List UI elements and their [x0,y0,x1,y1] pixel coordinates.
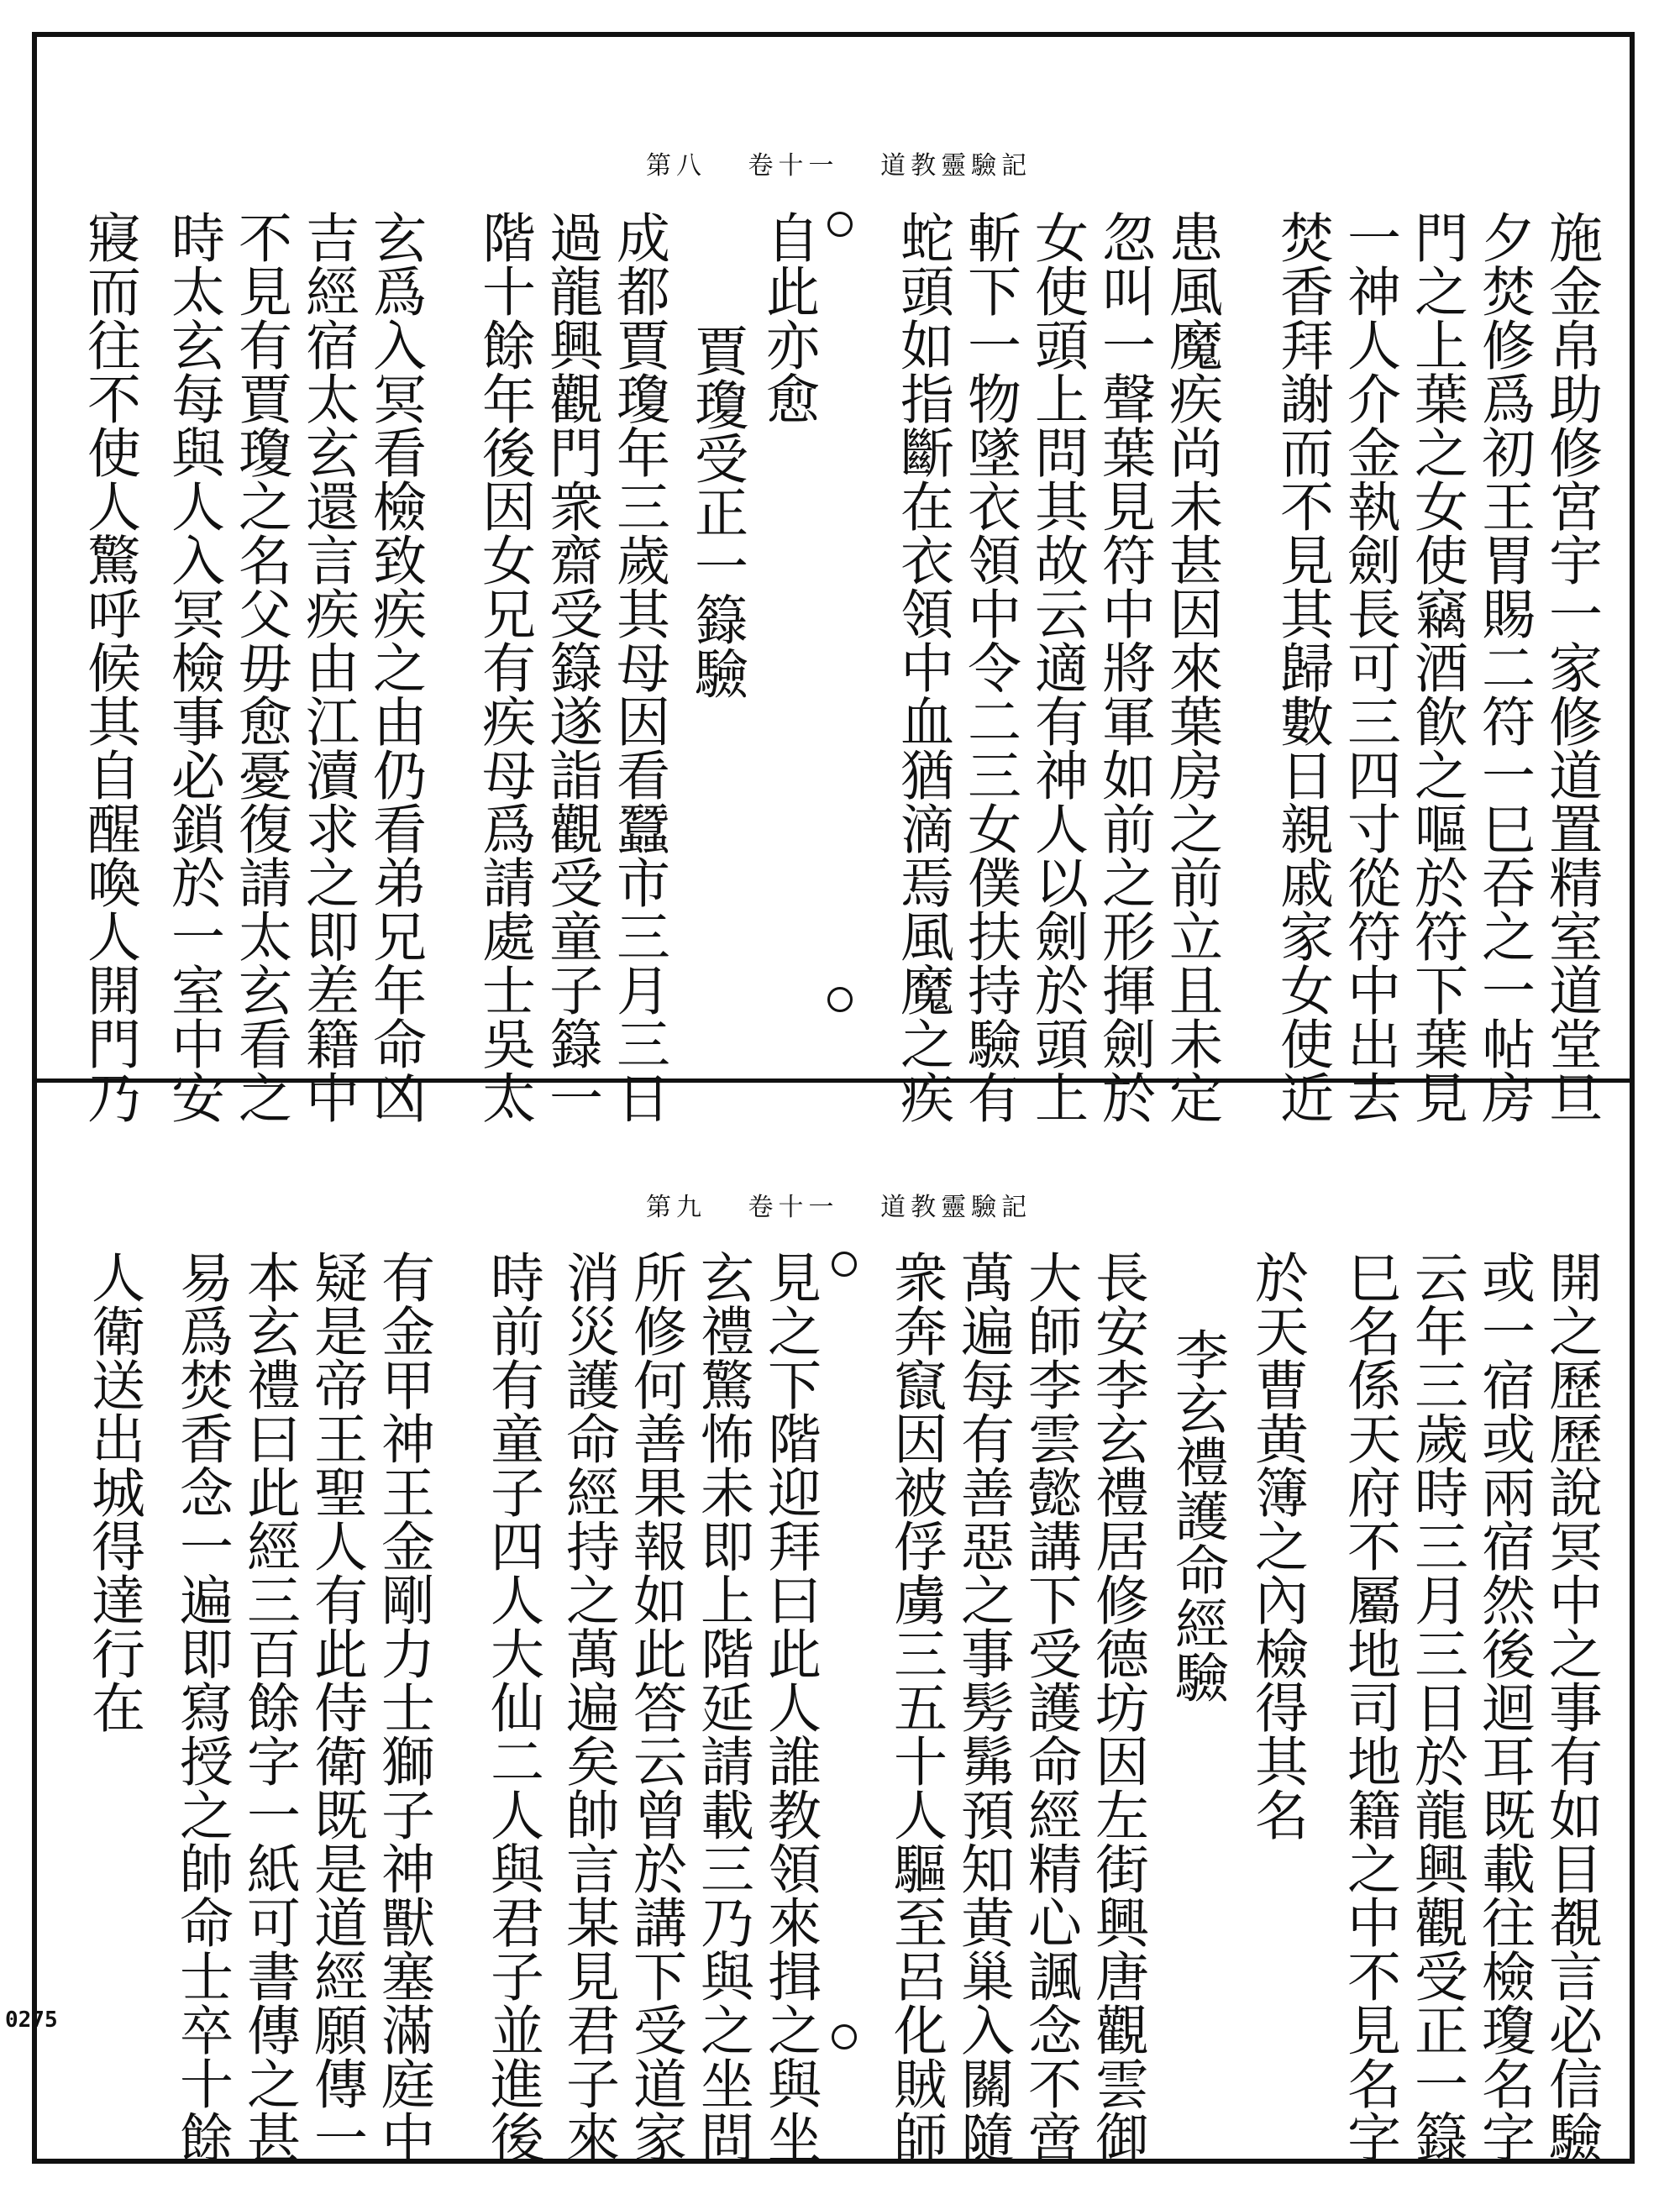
text-column: 忽叫一聲葉見符中將軍如前之形揮劍於 [1093,210,1155,1124]
text-column: 蛇頭如指斷在衣領中血猶滴焉風魔之疾 [891,210,953,1124]
text-column: 本玄禮曰此經三百餘字一紙可書傳之甚 [238,1250,300,2164]
top-header-volume: 卷十一 [748,151,839,181]
text-column: 衆奔竄因被俘虜三五十人驅至呂化賊師 [885,1250,947,2164]
text-column: 消災護命經持之萬遍矣帥言某見君子來 [557,1250,619,2164]
text-column: 門之上葉之女使竊酒飮之嘔於符下葉見 [1405,210,1467,1124]
bottom-header-title: 道教靈驗記 [880,1193,1032,1222]
text-column: 易爲焚香念一遍即寫授之帥命士卒十餘 [171,1250,233,2164]
text-column: 過龍興觀門衆齋受籙遂詣觀受童子籙一 [540,210,602,1124]
text-column: 成都賈瓊年三歲其母因看蠶市三月三日 [607,210,669,1124]
text-column: 自此亦愈 [757,210,819,425]
text-column: 女使頭上問其故云適有神人以劍於頭上 [1026,210,1088,1124]
text-column: 或一宿或兩宿然後迴耳既載往檢瓊名字 [1473,1250,1535,2164]
text-column: 玄爲入冥看檢致疾之由仍看弟兄年命凶 [364,210,426,1124]
top-running-header [617,144,1032,181]
text-column: 云年三歲時三月三日於龍興觀受正一籙 [1405,1250,1467,2164]
text-column: 萬遍每有善惡之事髣髴預知黄巢入關隨 [952,1250,1014,2164]
text-column: 玄禮驚怖未即上階延請載三乃與之坐問 [691,1250,753,2164]
text-column: 時太玄每與人入冥檢事必鎖於一室中安 [162,210,224,1124]
text-column: 不見有賈瓊之名父毋愈憂復請太玄看之 [229,210,291,1124]
section-heading: 李玄禮護命經驗 [1166,1327,1228,1703]
text-column: 所修何善果報如此答云曾於講下受道家 [624,1250,686,2164]
section-heading: 賈瓊受正一籙驗 [685,323,748,700]
text-column: 長安李玄禮居修德坊因左街興唐觀雲御 [1086,1250,1148,2164]
section-circle-mark [832,2024,857,2049]
text-column: 夕焚修爲初王胃賜二符一巳吞之一帖房 [1473,210,1535,1124]
text-column: 寢而往不使人驚呼候其自醒喚人開門乃 [78,210,140,1124]
text-column: 時前有童子四人大仙二人與君子並進後 [481,1250,543,2164]
text-column: 階十餘年後因女兄有疾母爲請處士吳太 [473,210,535,1124]
top-header-page: 第八 [646,151,706,181]
text-column: 巳名係天府不屬地司地籍之中不見名字 [1338,1250,1400,2164]
text-column: 吉經宿太玄還言疾由江瀆求之即差籍中 [297,210,359,1124]
text-column: 見之下階迎拜曰此人誰教領來揖之與坐 [759,1250,821,2164]
bottom-header-page: 第九 [646,1193,706,1222]
text-column: 一神人介金執劍長可三四寸從符中出去 [1338,210,1400,1124]
text-column: 患風魔疾尚未甚因來葉房之前立且未定 [1160,210,1222,1124]
section-circle-mark [832,1252,857,1277]
text-column: 有金甲神王金剛力士獅子神獸塞滿庭中 [372,1250,434,2164]
section-circle-mark [827,987,853,1012]
bottom-running-header [617,1186,1032,1223]
section-circle-mark [827,212,853,237]
text-column: 人衛送出城得達行在 [82,1250,144,1734]
text-column: 焚香拜謝而不見其歸數日親戚家女使近 [1271,210,1333,1124]
top-header-title: 道教靈驗記 [880,151,1032,181]
text-column: 於天曹黄簿之內檢得其名 [1246,1250,1308,1841]
text-column: 施金帛助修宮宇一家修道置精室道堂旦 [1540,210,1602,1124]
bottom-header-volume: 卷十一 [748,1193,839,1222]
page-number: 0275 [5,2007,58,2033]
text-column: 疑是帝王聖人有此侍衛既是道經願傳一 [305,1250,367,2164]
text-column: 開之歷歷說冥中之事有如目覩言必信驗 [1540,1250,1602,2164]
text-column: 大師李雲懿講下受護命經精心諷念不啻 [1019,1250,1081,2164]
text-column: 斬下一物墜衣領中令二三女僕扶持驗有 [958,210,1021,1124]
